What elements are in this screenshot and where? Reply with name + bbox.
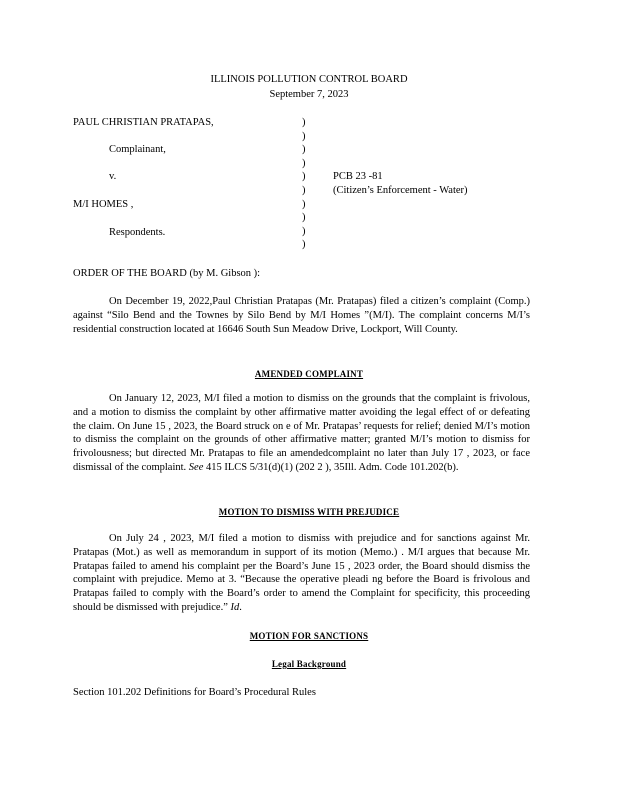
order-date: September 7, 2023 <box>269 89 349 100</box>
versus-label: v. <box>109 171 117 182</box>
id-period: . <box>239 601 242 613</box>
procedural-history-text: On January 12, 2023, M/I filed a motion to dismiss on the grounds that the complaint is frivolous, and a motion to dismiss the complaint by other affirmative matter avoiding the legal effect of or defeating the claim. On June 15 , 2023, the Board struck on e of Mr. Pratapas’ requests for relief; denied M/I’s motion to dismiss the complaint on the grounds of other affirmative matter; granted M/I’s motion to dismiss for frivolousness; but directed Mr. Pratapas to file an amendedcomplaint no later than July 17 , 2023, or face dismissal of the complaint. <box>73 393 530 473</box>
caption-bracket: ) ) ) ) ) ) ) ) ) ) <box>302 117 306 251</box>
statute-citation: 415 ILCS 5/31(d)(1) (202 2 ), 35Ill. Adm. Code 101.202(b). <box>205 461 459 473</box>
heading-motion-to-dismiss: MOTION TO DISMISS WITH PREJUDICE <box>218 507 400 517</box>
petitioner-name: PAUL CHRISTIAN PRATAPAS, <box>73 117 214 128</box>
case-number: PCB 23 -81 <box>333 171 383 182</box>
see-signal: See <box>188 461 204 473</box>
respondent-name: M/I HOMES , <box>73 199 134 210</box>
id-signal: Id <box>230 601 240 613</box>
paragraph-motion-to-dismiss <box>73 532 530 615</box>
section-title: Section 101.202 Definitions for Board’s Procedural Rules <box>73 687 316 698</box>
paragraph-procedural-history <box>73 392 530 475</box>
heading-amended-complaint: AMENDED COMPLAINT <box>254 369 364 379</box>
heading-legal-background: Legal Background <box>271 659 347 669</box>
respondents-label: Respondents. <box>109 227 166 238</box>
case-type: (Citizen’s Enforcement - Water) <box>333 185 468 196</box>
heading-motion-for-sanctions: MOTION FOR SANCTIONS <box>249 631 369 641</box>
paragraph-complaint-filed: On December 19, 2022,Paul Christian Pratapas (Mr. Pratapas) filed a citizen’s complaint (Comp.) against “Silo Bend and the Townes by Silo Bend by M/I Homes ”(M/I). The complaint concerns M/I’s residential construction located at 16646 South Sun Meadow Drive, Lockport, Will County. <box>73 296 530 335</box>
complainant-label: Complainant, <box>109 144 166 155</box>
motion-to-dismiss-text: On July 24 , 2023, M/I filed a motion to dismiss with prejudice and for sanctions against Mr. Pratapas (Mot.) as well as memorandum in support of its motion (Memo.) . M/I argues that because Mr. Pratapas failed to amend his complaint per the Board’s June 15 , 2023 order, the Board should dismiss the complaint with prejudice. Memo at 3. “Because the operative pleadi ng before the Board is frivolous and Pratapas failed to comply with the Board’s order to amend the Complaint for specificity, this proceeding should be dismissed with prejudice.” <box>73 533 530 613</box>
board-name: ILLINOIS POLLUTION CONTROL BOARD <box>210 74 408 85</box>
order-of-the-board: ORDER OF THE BOARD (by M. Gibson ): <box>73 268 261 279</box>
